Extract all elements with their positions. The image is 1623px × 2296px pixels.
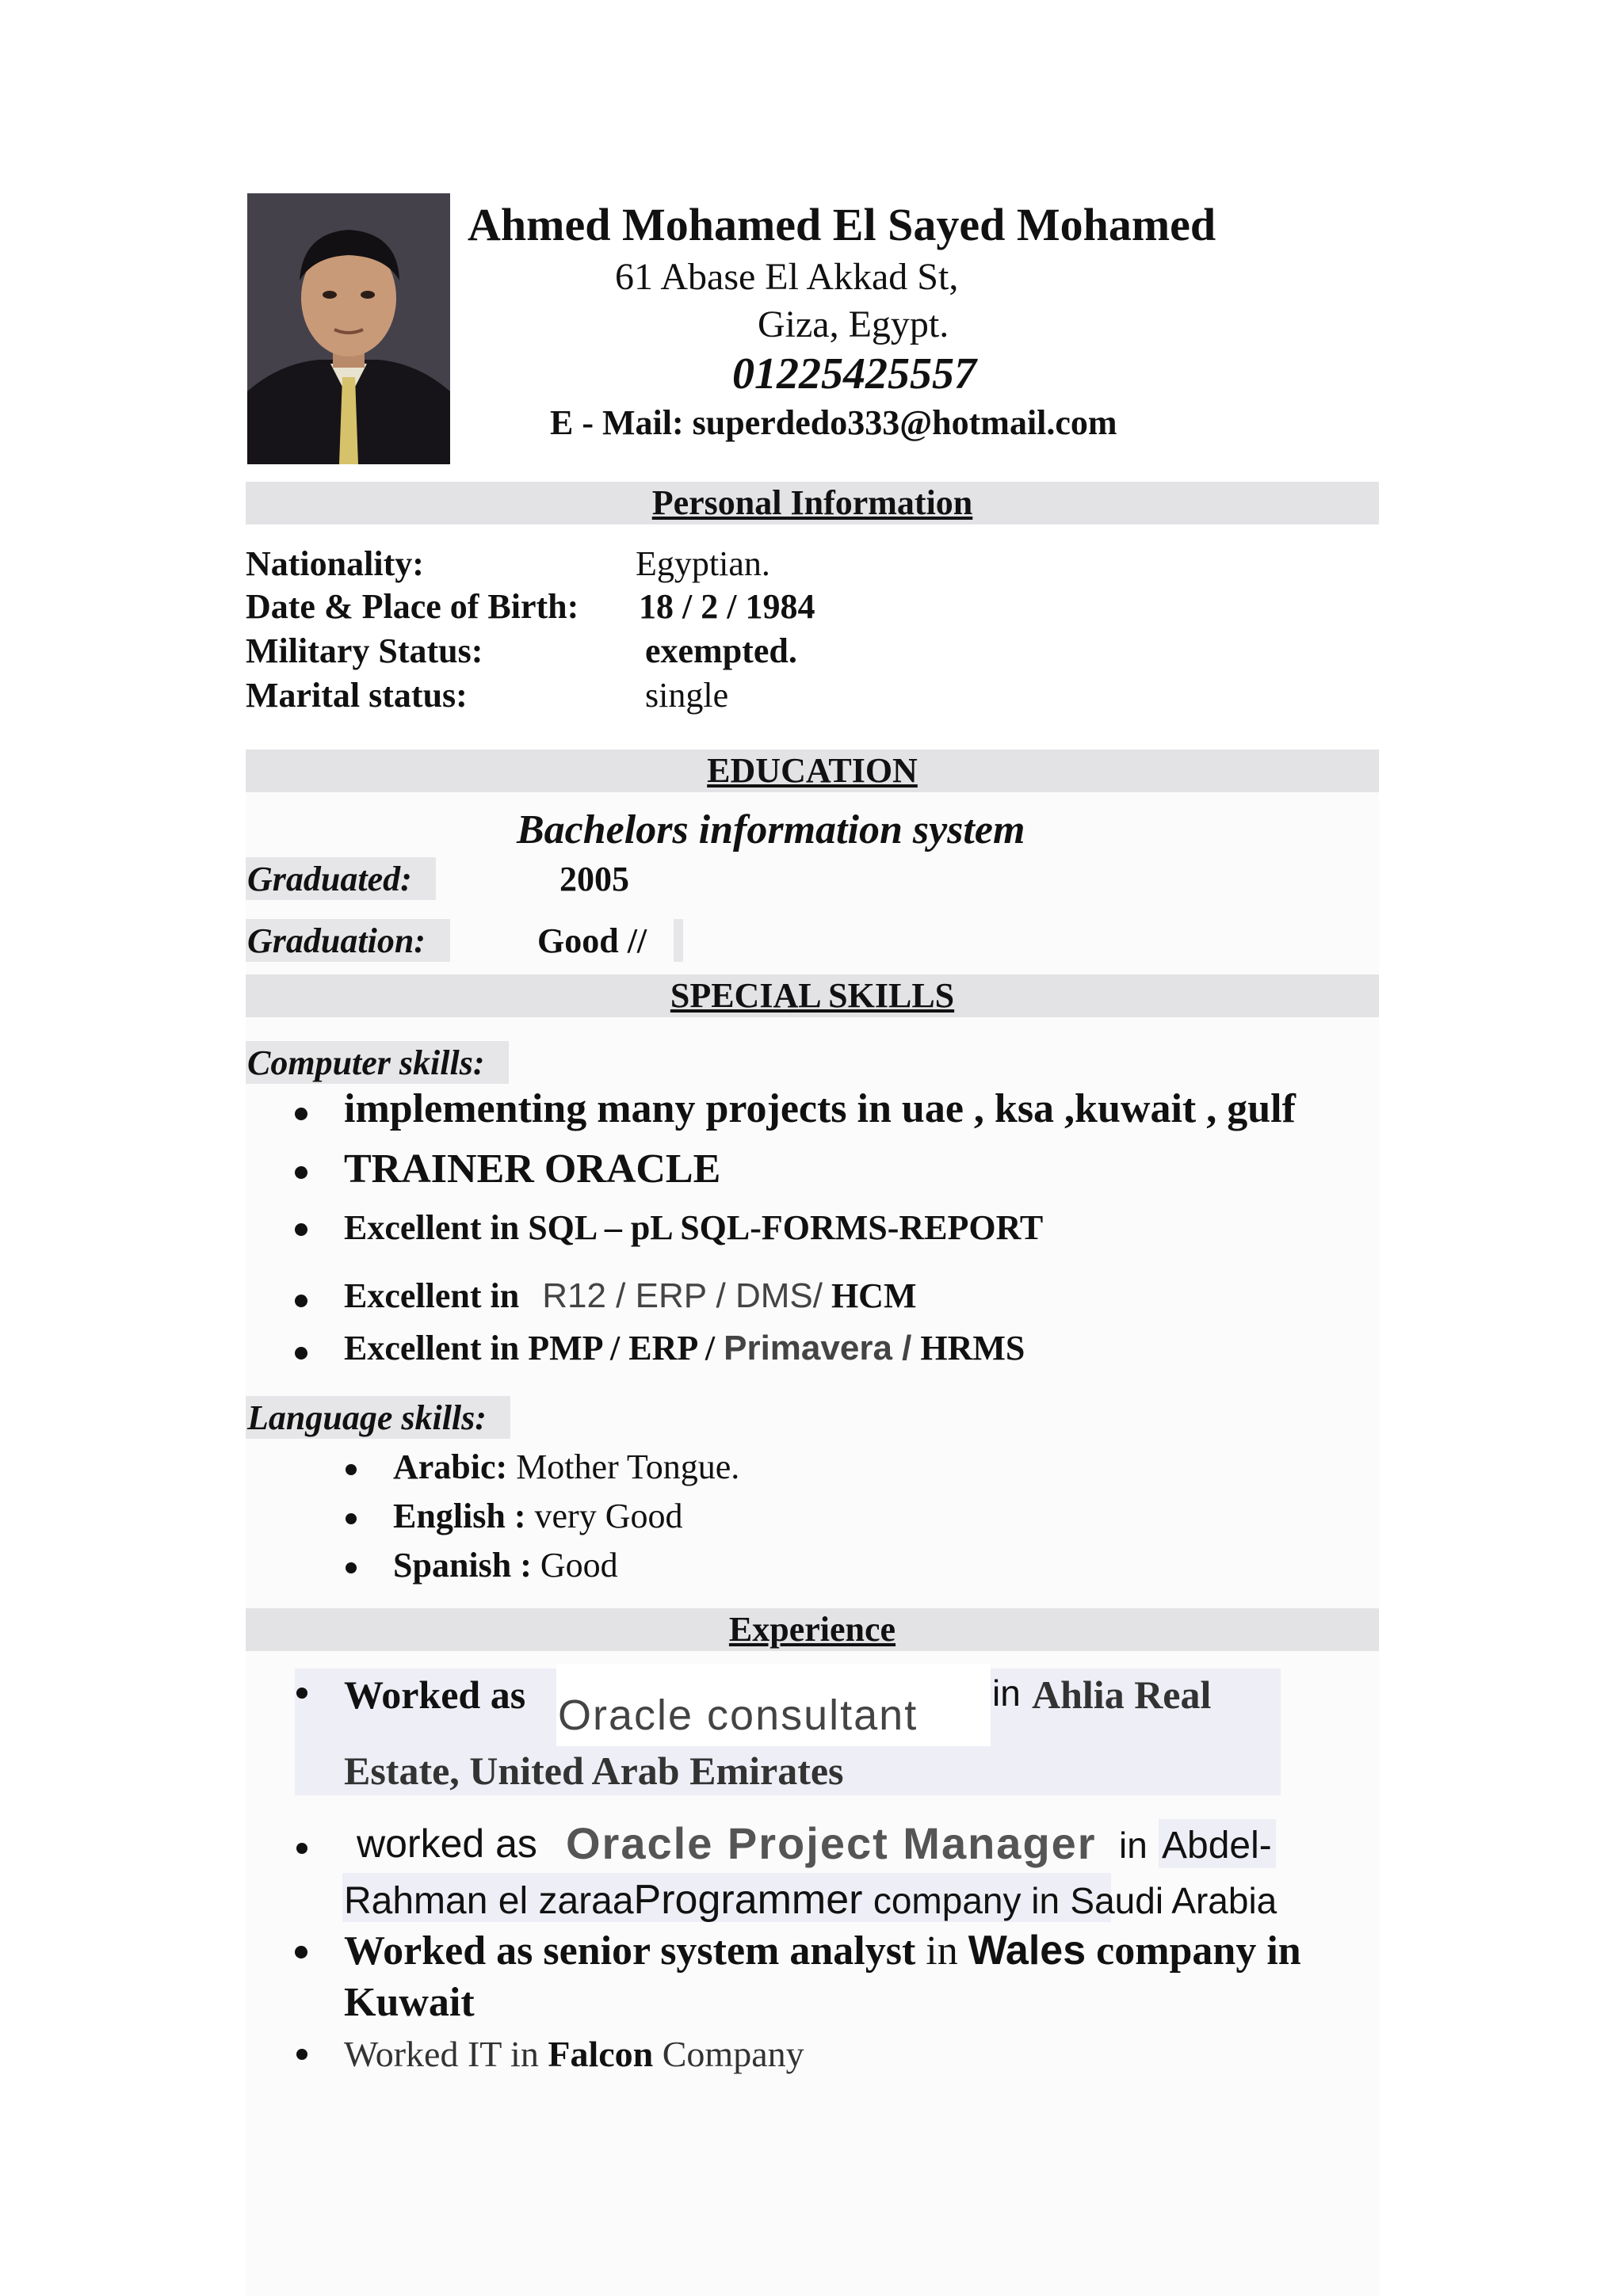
experience-1-role: Oracle consultant xyxy=(558,1691,918,1739)
language-spanish xyxy=(393,1545,618,1585)
language-level: very Good xyxy=(534,1497,683,1535)
graduation-label: Graduation: xyxy=(247,921,426,960)
computer-skill-4-suffix: HCM xyxy=(831,1276,917,1315)
education-section-bar xyxy=(246,749,1379,792)
language-english xyxy=(393,1496,682,1536)
experience-3-prefix: Worked as senior system analyst xyxy=(344,1928,916,1974)
experience-3 xyxy=(344,1927,1301,1974)
experience-4-company: Falcon xyxy=(548,2034,654,2074)
email-line xyxy=(550,402,1117,443)
computer-skill-5 xyxy=(344,1328,1025,1368)
bullet-icon xyxy=(295,1166,307,1179)
personal-info-section-bar xyxy=(246,482,1379,524)
language-name: English : xyxy=(393,1497,526,1535)
education-heading: EDUCATION xyxy=(707,751,918,790)
language-level: Good xyxy=(540,1546,618,1585)
graduation-value-marker xyxy=(674,919,683,962)
computer-skill-1: implementing many projects in uae , ksa ,kuwait , gulf xyxy=(344,1086,1296,1131)
nationality-value: Egyptian. xyxy=(636,544,770,583)
bullet-icon xyxy=(295,1295,307,1307)
experience-3-suffix: company in xyxy=(1096,1928,1301,1974)
experience-4-prefix: Worked IT in xyxy=(344,2034,539,2074)
experience-1-location: Estate, United Arab Emirates xyxy=(344,1749,844,1793)
experience-2-company-in: company in xyxy=(873,1880,1060,1921)
bullet-icon xyxy=(346,1562,357,1573)
language-level: Mother Tongue. xyxy=(516,1447,740,1486)
email-address: superdedo333@hotmail.com xyxy=(692,403,1117,442)
experience-2-country: Saudi Arabia xyxy=(1070,1880,1277,1921)
experience-2-in: in xyxy=(1119,1825,1148,1866)
computer-skill-4-tools: R12 / ERP / DMS/ xyxy=(542,1276,823,1315)
experience-4-suffix: Company xyxy=(662,2034,804,2074)
graduated-value: 2005 xyxy=(559,860,629,898)
bullet-icon xyxy=(296,2049,307,2060)
bullet-icon xyxy=(346,1513,357,1524)
graduation-value: Good // xyxy=(537,921,647,960)
computer-skill-3: Excellent in SQL – pL SQL-FORMS-REPORT xyxy=(344,1208,1044,1247)
marital-value: single xyxy=(645,676,729,715)
degree-title: Bachelors information system xyxy=(517,807,1025,852)
language-skills-label: Language skills: xyxy=(247,1398,487,1437)
personal-info-heading: Personal Information xyxy=(651,483,973,522)
language-arabic xyxy=(393,1447,739,1487)
computer-skills-label: Computer skills: xyxy=(247,1043,485,1082)
experience-3-in: in xyxy=(926,1928,958,1974)
experience-3-company: Wales xyxy=(968,1928,1086,1974)
skills-section-bar xyxy=(246,974,1379,1017)
experience-section-bar xyxy=(246,1608,1379,1651)
computer-skill-5-tools: Primavera / xyxy=(724,1329,912,1367)
computer-skill-5-suffix: HRMS xyxy=(920,1329,1025,1367)
experience-1-in: in xyxy=(992,1672,1021,1714)
experience-3-location: Kuwait xyxy=(344,1980,475,2025)
bullet-icon xyxy=(295,1347,307,1360)
language-name: Spanish : xyxy=(393,1546,532,1585)
candidate-name: Ahmed Mohamed El Sayed Mohamed xyxy=(468,199,1216,250)
experience-2-company-rest: Rahman el zaraa xyxy=(344,1880,634,1922)
bullet-icon xyxy=(296,1688,307,1699)
bullet-icon xyxy=(346,1464,357,1475)
birth-label: Date & Place of Birth: xyxy=(246,587,579,626)
phone-number: 01225425557 xyxy=(732,349,976,399)
military-value: exempted. xyxy=(645,631,797,670)
experience-1-company: Ahlia Real xyxy=(1032,1672,1212,1717)
experience-2-role: Oracle Project Manager xyxy=(566,1818,1097,1868)
address-line-1: 61 Abase El Akkad St, xyxy=(615,256,959,298)
skills-heading: SPECIAL SKILLS xyxy=(670,976,955,1015)
bullet-icon xyxy=(295,1946,307,1958)
graduated-label: Graduated: xyxy=(247,860,412,898)
computer-skill-4 xyxy=(344,1276,916,1316)
experience-2-company: Abdel- xyxy=(1162,1825,1272,1867)
experience-heading: Experience xyxy=(728,1610,896,1649)
birth-value: 18 / 2 / 1984 xyxy=(639,587,815,626)
bullet-icon xyxy=(296,1843,307,1854)
military-label: Military Status: xyxy=(246,631,483,670)
computer-skill-5-prefix: Excellent in PMP / ERP / xyxy=(344,1329,716,1367)
email-label: E - Mail: xyxy=(550,403,684,442)
experience-1-prefix: Worked as xyxy=(344,1672,526,1717)
experience-2-line2 xyxy=(344,1876,1277,1924)
bullet-icon xyxy=(295,1223,307,1236)
experience-2-prefix: worked as xyxy=(357,1821,537,1866)
profile-photo xyxy=(247,193,450,464)
bullet-icon xyxy=(295,1108,307,1120)
address-line-2: Giza, Egypt. xyxy=(758,303,949,345)
marital-label: Marital status: xyxy=(246,676,468,715)
computer-skill-2: TRAINER ORACLE xyxy=(344,1146,721,1192)
language-name: Arabic: xyxy=(393,1447,508,1486)
experience-4 xyxy=(344,2033,804,2075)
experience-2-programmer: Programmer xyxy=(633,1877,863,1923)
computer-skill-4-prefix: Excellent in xyxy=(344,1276,520,1315)
nationality-label: Nationality: xyxy=(246,544,424,583)
